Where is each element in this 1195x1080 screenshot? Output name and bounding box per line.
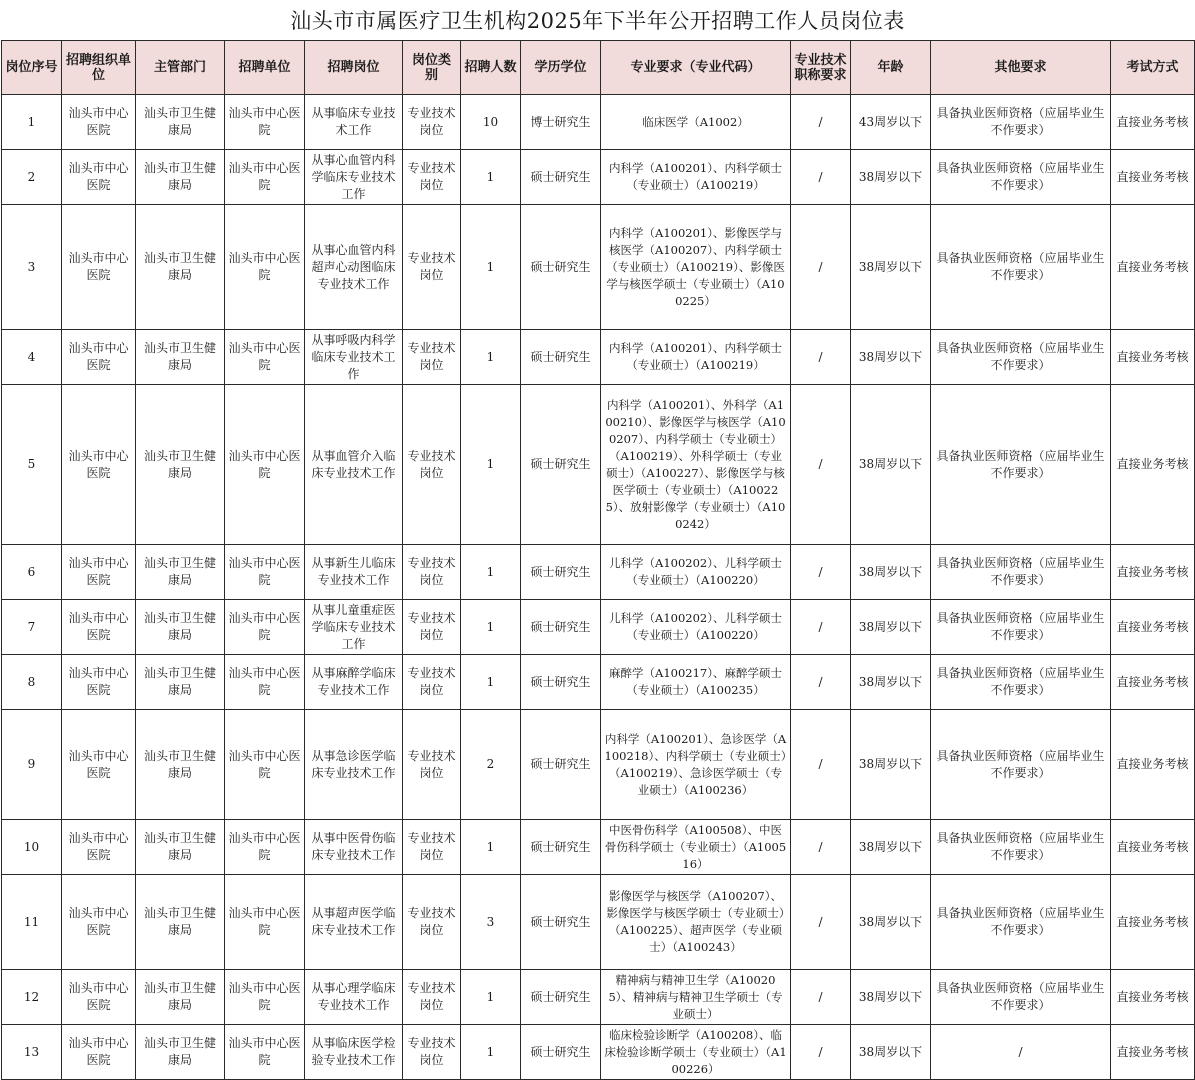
- cell-no: 9: [2, 710, 62, 820]
- cell-other: 具备执业医师资格（应届毕业生不作要求）: [931, 330, 1111, 385]
- column-header: 招聘单位: [225, 41, 305, 95]
- cell-major: 影像医学与核医学（A100207）、影像医学与核医学硕士（专业硕士）（A100225）、超声医学（专业硕士）（A100243）: [601, 875, 791, 970]
- job-table: [1, 40, 1195, 1080]
- cell-major: 临床检验诊断学（A100208）、临床检验诊断学硕士（专业硕士）（A100226）: [601, 1025, 791, 1080]
- cell-title-req: /: [791, 600, 851, 655]
- cell-degree: 硕士研究生: [521, 600, 601, 655]
- table-row: [2, 95, 1195, 150]
- cell-count: 1: [461, 150, 521, 205]
- table-row: [2, 875, 1195, 970]
- cell-exam: 直接业务考核: [1111, 875, 1195, 970]
- column-header: 学历学位: [521, 41, 601, 95]
- cell-no: 3: [2, 205, 62, 330]
- column-header: 主管部门: [136, 41, 225, 95]
- cell-degree: 硕士研究生: [521, 205, 601, 330]
- cell-post: 从事血管介入临床专业技术工作: [305, 385, 403, 545]
- cell-dept: 汕头市卫生健康局: [136, 600, 225, 655]
- cell-count: 1: [461, 655, 521, 710]
- cell-degree: 博士研究生: [521, 95, 601, 150]
- cell-category: 专业技术岗位: [403, 150, 461, 205]
- cell-title-req: /: [791, 385, 851, 545]
- column-header: 专业要求（专业代码）: [601, 41, 791, 95]
- column-header: 岗位类别: [403, 41, 461, 95]
- cell-category: 专业技术岗位: [403, 330, 461, 385]
- cell-major: 内科学（A100201）、外科学（A100210）、影像医学与核医学（A100207）、内科学硕士（专业硕士）（A100219）、外科学硕士（专业硕士）（A100227）、影像医学与核医学硕士（专业硕士）（A100225）、放射影像学（专业硕士）（A100242）: [601, 385, 791, 545]
- column-header: 考试方式: [1111, 41, 1195, 95]
- cell-unit: 汕头市中心医院: [225, 205, 305, 330]
- cell-post: 从事超声医学临床专业技术工作: [305, 875, 403, 970]
- cell-category: 专业技术岗位: [403, 655, 461, 710]
- cell-post: 从事急诊医学临床专业技术工作: [305, 710, 403, 820]
- cell-age: 38周岁以下: [851, 655, 931, 710]
- table-header-row: [2, 41, 1195, 95]
- cell-count: 1: [461, 385, 521, 545]
- cell-exam: 直接业务考核: [1111, 970, 1195, 1025]
- cell-title-req: /: [791, 205, 851, 330]
- cell-dept: 汕头市卫生健康局: [136, 385, 225, 545]
- cell-title-req: /: [791, 820, 851, 875]
- page-title: 汕头市市属医疗卫生机构2025年下半年公开招聘工作人员岗位表: [290, 9, 905, 33]
- cell-other: 具备执业医师资格（应届毕业生不作要求）: [931, 150, 1111, 205]
- cell-degree: 硕士研究生: [521, 385, 601, 545]
- cell-dept: 汕头市卫生健康局: [136, 970, 225, 1025]
- cell-post: 从事心血管内科学临床专业技术工作: [305, 150, 403, 205]
- cell-org: 汕头市中心医院: [62, 1025, 136, 1080]
- cell-age: 43周岁以下: [851, 95, 931, 150]
- cell-age: 38周岁以下: [851, 385, 931, 545]
- cell-dept: 汕头市卫生健康局: [136, 95, 225, 150]
- cell-unit: 汕头市中心医院: [225, 150, 305, 205]
- cell-exam: 直接业务考核: [1111, 545, 1195, 600]
- table-row: [2, 1025, 1195, 1080]
- column-header: 专业技术职称要求: [791, 41, 851, 95]
- cell-post: 从事呼吸内科学临床专业技术工作: [305, 330, 403, 385]
- cell-org: 汕头市中心医院: [62, 330, 136, 385]
- cell-post: 从事临床专业技术工作: [305, 95, 403, 150]
- cell-other: /: [931, 1025, 1111, 1080]
- cell-exam: 直接业务考核: [1111, 820, 1195, 875]
- cell-count: 10: [461, 95, 521, 150]
- cell-post: 从事临床医学检验专业技术工作: [305, 1025, 403, 1080]
- cell-exam: 直接业务考核: [1111, 710, 1195, 820]
- cell-age: 38周岁以下: [851, 710, 931, 820]
- table-row: [2, 710, 1195, 820]
- cell-other: 具备执业医师资格（应届毕业生不作要求）: [931, 970, 1111, 1025]
- cell-title-req: /: [791, 970, 851, 1025]
- table-row: [2, 820, 1195, 875]
- cell-category: 专业技术岗位: [403, 1025, 461, 1080]
- cell-other: 具备执业医师资格（应届毕业生不作要求）: [931, 600, 1111, 655]
- cell-unit: 汕头市中心医院: [225, 95, 305, 150]
- cell-degree: 硕士研究生: [521, 655, 601, 710]
- cell-unit: 汕头市中心医院: [225, 1025, 305, 1080]
- cell-dept: 汕头市卫生健康局: [136, 205, 225, 330]
- cell-no: 8: [2, 655, 62, 710]
- cell-title-req: /: [791, 95, 851, 150]
- cell-no: 13: [2, 1025, 62, 1080]
- cell-org: 汕头市中心医院: [62, 385, 136, 545]
- table-row: [2, 330, 1195, 385]
- cell-major: 儿科学（A100202）、儿科学硕士（专业硕士）（A100220）: [601, 600, 791, 655]
- cell-count: 1: [461, 1025, 521, 1080]
- cell-org: 汕头市中心医院: [62, 205, 136, 330]
- cell-exam: 直接业务考核: [1111, 655, 1195, 710]
- cell-org: 汕头市中心医院: [62, 655, 136, 710]
- table-row: [2, 385, 1195, 545]
- cell-age: 38周岁以下: [851, 970, 931, 1025]
- cell-exam: 直接业务考核: [1111, 600, 1195, 655]
- cell-dept: 汕头市卫生健康局: [136, 710, 225, 820]
- cell-age: 38周岁以下: [851, 150, 931, 205]
- cell-age: 38周岁以下: [851, 545, 931, 600]
- cell-org: 汕头市中心医院: [62, 150, 136, 205]
- table-row: [2, 205, 1195, 330]
- cell-unit: 汕头市中心医院: [225, 330, 305, 385]
- cell-other: 具备执业医师资格（应届毕业生不作要求）: [931, 205, 1111, 330]
- column-header: 其他要求: [931, 41, 1111, 95]
- cell-unit: 汕头市中心医院: [225, 970, 305, 1025]
- cell-age: 38周岁以下: [851, 875, 931, 970]
- cell-post: 从事心理学临床专业技术工作: [305, 970, 403, 1025]
- cell-category: 专业技术岗位: [403, 875, 461, 970]
- cell-unit: 汕头市中心医院: [225, 820, 305, 875]
- cell-degree: 硕士研究生: [521, 820, 601, 875]
- cell-unit: 汕头市中心医院: [225, 875, 305, 970]
- cell-category: 专业技术岗位: [403, 95, 461, 150]
- cell-degree: 硕士研究生: [521, 710, 601, 820]
- cell-title-req: /: [791, 330, 851, 385]
- cell-major: 内科学（A100201）、影像医学与核医学（A100207）、内科学硕士（专业硕士）（A100219）、影像医学与核医学硕士（专业硕士）（A100225）: [601, 205, 791, 330]
- cell-exam: 直接业务考核: [1111, 1025, 1195, 1080]
- cell-post: 从事儿童重症医学临床专业技术工作: [305, 600, 403, 655]
- table-row: [2, 600, 1195, 655]
- cell-dept: 汕头市卫生健康局: [136, 875, 225, 970]
- column-header: 招聘组织单位: [62, 41, 136, 95]
- cell-degree: 硕士研究生: [521, 1025, 601, 1080]
- cell-unit: 汕头市中心医院: [225, 545, 305, 600]
- cell-degree: 硕士研究生: [521, 875, 601, 970]
- table-row: [2, 970, 1195, 1025]
- cell-degree: 硕士研究生: [521, 150, 601, 205]
- table-row: [2, 655, 1195, 710]
- cell-dept: 汕头市卫生健康局: [136, 545, 225, 600]
- cell-major: 精神病与精神卫生学（A100205）、精神病与精神卫生学硕士（专业硕士）: [601, 970, 791, 1025]
- cell-unit: 汕头市中心医院: [225, 385, 305, 545]
- cell-major: 内科学（A100201）、急诊医学（A100218）、内科学硕士（专业硕士）（A100219）、急诊医学硕士（专业硕士）（A100236）: [601, 710, 791, 820]
- cell-other: 具备执业医师资格（应届毕业生不作要求）: [931, 95, 1111, 150]
- cell-count: 1: [461, 600, 521, 655]
- cell-category: 专业技术岗位: [403, 970, 461, 1025]
- cell-degree: 硕士研究生: [521, 545, 601, 600]
- cell-count: 3: [461, 875, 521, 970]
- cell-post: 从事中医骨伤临床专业技术工作: [305, 820, 403, 875]
- cell-org: 汕头市中心医院: [62, 970, 136, 1025]
- cell-dept: 汕头市卫生健康局: [136, 1025, 225, 1080]
- cell-count: 2: [461, 710, 521, 820]
- cell-post: 从事麻醉学临床专业技术工作: [305, 655, 403, 710]
- cell-category: 专业技术岗位: [403, 710, 461, 820]
- cell-exam: 直接业务考核: [1111, 95, 1195, 150]
- column-header: 年龄: [851, 41, 931, 95]
- cell-title-req: /: [791, 1025, 851, 1080]
- cell-title-req: /: [791, 875, 851, 970]
- cell-count: 1: [461, 205, 521, 330]
- cell-org: 汕头市中心医院: [62, 95, 136, 150]
- cell-category: 专业技术岗位: [403, 545, 461, 600]
- cell-age: 38周岁以下: [851, 205, 931, 330]
- cell-other: 具备执业医师资格（应届毕业生不作要求）: [931, 385, 1111, 545]
- cell-no: 5: [2, 385, 62, 545]
- cell-major: 麻醉学（A100217）、麻醉学硕士（专业硕士）（A100235）: [601, 655, 791, 710]
- cell-exam: 直接业务考核: [1111, 205, 1195, 330]
- cell-no: 1: [2, 95, 62, 150]
- cell-org: 汕头市中心医院: [62, 600, 136, 655]
- cell-no: 11: [2, 875, 62, 970]
- cell-category: 专业技术岗位: [403, 385, 461, 545]
- cell-title-req: /: [791, 150, 851, 205]
- cell-no: 6: [2, 545, 62, 600]
- cell-degree: 硕士研究生: [521, 330, 601, 385]
- cell-no: 10: [2, 820, 62, 875]
- cell-title-req: /: [791, 655, 851, 710]
- cell-age: 38周岁以下: [851, 330, 931, 385]
- cell-title-req: /: [791, 710, 851, 820]
- cell-count: 1: [461, 820, 521, 875]
- cell-dept: 汕头市卫生健康局: [136, 150, 225, 205]
- cell-count: 1: [461, 545, 521, 600]
- cell-dept: 汕头市卫生健康局: [136, 655, 225, 710]
- cell-age: 38周岁以下: [851, 600, 931, 655]
- cell-unit: 汕头市中心医院: [225, 600, 305, 655]
- cell-major: 中医骨伤科学（A100508）、中医骨伤科学硕士（专业硕士）（A100516）: [601, 820, 791, 875]
- cell-no: 12: [2, 970, 62, 1025]
- cell-age: 38周岁以下: [851, 1025, 931, 1080]
- cell-other: 具备执业医师资格（应届毕业生不作要求）: [931, 820, 1111, 875]
- cell-category: 专业技术岗位: [403, 600, 461, 655]
- cell-category: 专业技术岗位: [403, 205, 461, 330]
- cell-post: 从事新生儿临床专业技术工作: [305, 545, 403, 600]
- cell-dept: 汕头市卫生健康局: [136, 820, 225, 875]
- cell-other: 具备执业医师资格（应届毕业生不作要求）: [931, 875, 1111, 970]
- cell-exam: 直接业务考核: [1111, 150, 1195, 205]
- cell-no: 4: [2, 330, 62, 385]
- cell-unit: 汕头市中心医院: [225, 655, 305, 710]
- cell-exam: 直接业务考核: [1111, 385, 1195, 545]
- table-row: [2, 150, 1195, 205]
- cell-major: 内科学（A100201）、内科学硕士（专业硕士）（A100219）: [601, 150, 791, 205]
- cell-count: 1: [461, 970, 521, 1025]
- cell-org: 汕头市中心医院: [62, 820, 136, 875]
- column-header: 招聘人数: [461, 41, 521, 95]
- table-body: [2, 95, 1195, 1080]
- cell-no: 2: [2, 150, 62, 205]
- cell-title-req: /: [791, 545, 851, 600]
- cell-dept: 汕头市卫生健康局: [136, 330, 225, 385]
- cell-exam: 直接业务考核: [1111, 330, 1195, 385]
- column-header: 岗位序号: [2, 41, 62, 95]
- cell-org: 汕头市中心医院: [62, 545, 136, 600]
- cell-org: 汕头市中心医院: [62, 875, 136, 970]
- cell-org: 汕头市中心医院: [62, 710, 136, 820]
- cell-count: 1: [461, 330, 521, 385]
- cell-post: 从事心血管内科超声心动图临床专业技术工作: [305, 205, 403, 330]
- cell-other: 具备执业医师资格（应届毕业生不作要求）: [931, 545, 1111, 600]
- cell-no: 7: [2, 600, 62, 655]
- cell-unit: 汕头市中心医院: [225, 710, 305, 820]
- cell-major: 内科学（A100201）、内科学硕士（专业硕士）（A100219）: [601, 330, 791, 385]
- table-row: [2, 545, 1195, 600]
- cell-other: 具备执业医师资格（应届毕业生不作要求）: [931, 710, 1111, 820]
- cell-major: 儿科学（A100202）、儿科学硕士（专业硕士）（A100220）: [601, 545, 791, 600]
- cell-category: 专业技术岗位: [403, 820, 461, 875]
- cell-age: 38周岁以下: [851, 820, 931, 875]
- cell-other: 具备执业医师资格（应届毕业生不作要求）: [931, 655, 1111, 710]
- cell-degree: 硕士研究生: [521, 970, 601, 1025]
- cell-major: 临床医学（A1002）: [601, 95, 791, 150]
- column-header: 招聘岗位: [305, 41, 403, 95]
